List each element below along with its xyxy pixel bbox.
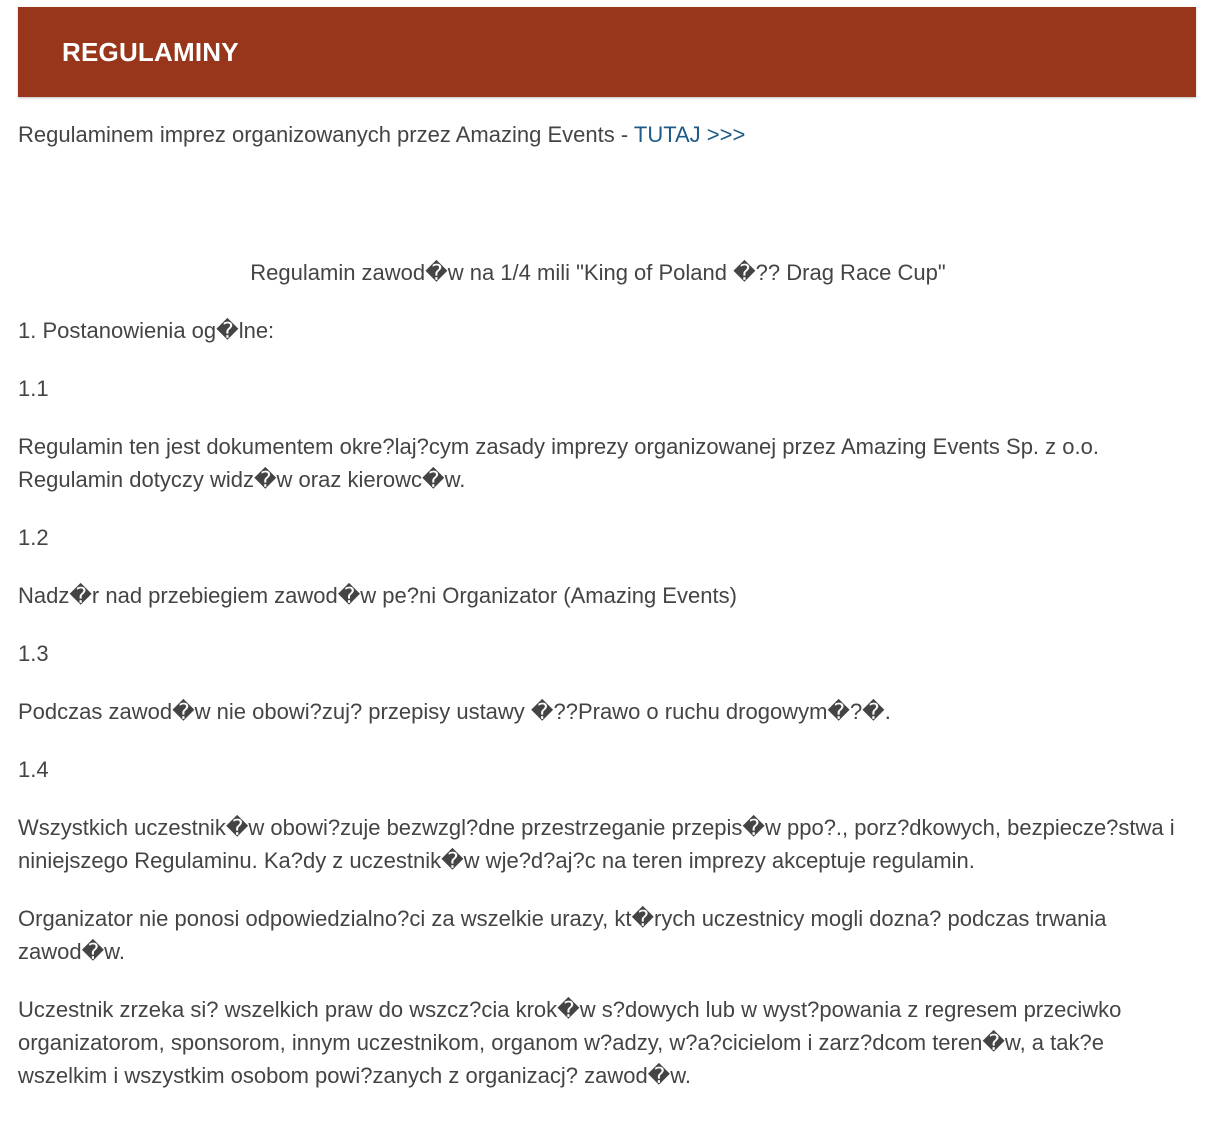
- section-number: 1.2: [18, 525, 49, 550]
- paragraph: Regulamin ten jest dokumentem okre?laj?cym zasady imprezy organizowanej przez Amazing Events Sp. z o.o. Regulamin dotyczy widz�w oraz kierowc�w.: [18, 434, 1099, 492]
- paragraph: Wszystkich uczestnik�w obowi?zuje bezwzgl?dne przestrzeganie przepis�w ppo?., porz?dkowych, bezpiecze?stwa i niniejszego Regulaminu. Ka?dy z uczestnik�w wje?d?aj?c na teren imprezy akceptuje regulamin.: [18, 815, 1175, 873]
- section-number: 1.3: [18, 641, 49, 666]
- section-number: 1.1: [18, 376, 49, 401]
- paragraph: Podczas zawod�w nie obowi?zuj? przepisy ustawy �??Prawo o ruchu drogowym�?�.: [18, 699, 891, 724]
- page-title: REGULAMINY: [62, 37, 239, 67]
- regulations-link[interactable]: TUTAJ >>>: [633, 122, 746, 147]
- intro-text: Regulaminem imprez organizowanych przez Amazing Events -: [18, 122, 634, 147]
- paragraph: Uczestnik zrzeka si? wszelkich praw do wszcz?cia krok�w s?dowych lub w wyst?powania z regresem przeciwko organizatorom, sponsorom, innym uczestnikom, organom w?adzy, w?a?cicielom i zarz?dcom teren�w, a tak?e wszelkim i wszystkim osobom powi?zanych z organizacj? zawod�w.: [18, 997, 1122, 1088]
- paragraph: Organizator nie ponosi odpowiedzialno?ci za wszelkie urazy, kt�rych uczestnicy mogli dozna? podczas trwania zawod�w.: [18, 906, 1107, 964]
- document-title: Regulamin zawod�w na 1/4 mili "King of Poland �?? Drag Race Cup": [250, 260, 946, 285]
- intro-paragraph: [18, 118, 1178, 151]
- section-number: 1.4: [18, 757, 49, 782]
- content: [18, 118, 1178, 1117]
- section-heading: 1. Postanowienia og�lne:: [18, 318, 275, 343]
- header-bar: [18, 7, 1196, 97]
- paragraph: Nadz�r nad przebiegiem zawod�w pe?ni Organizator (Amazing Events): [18, 583, 737, 608]
